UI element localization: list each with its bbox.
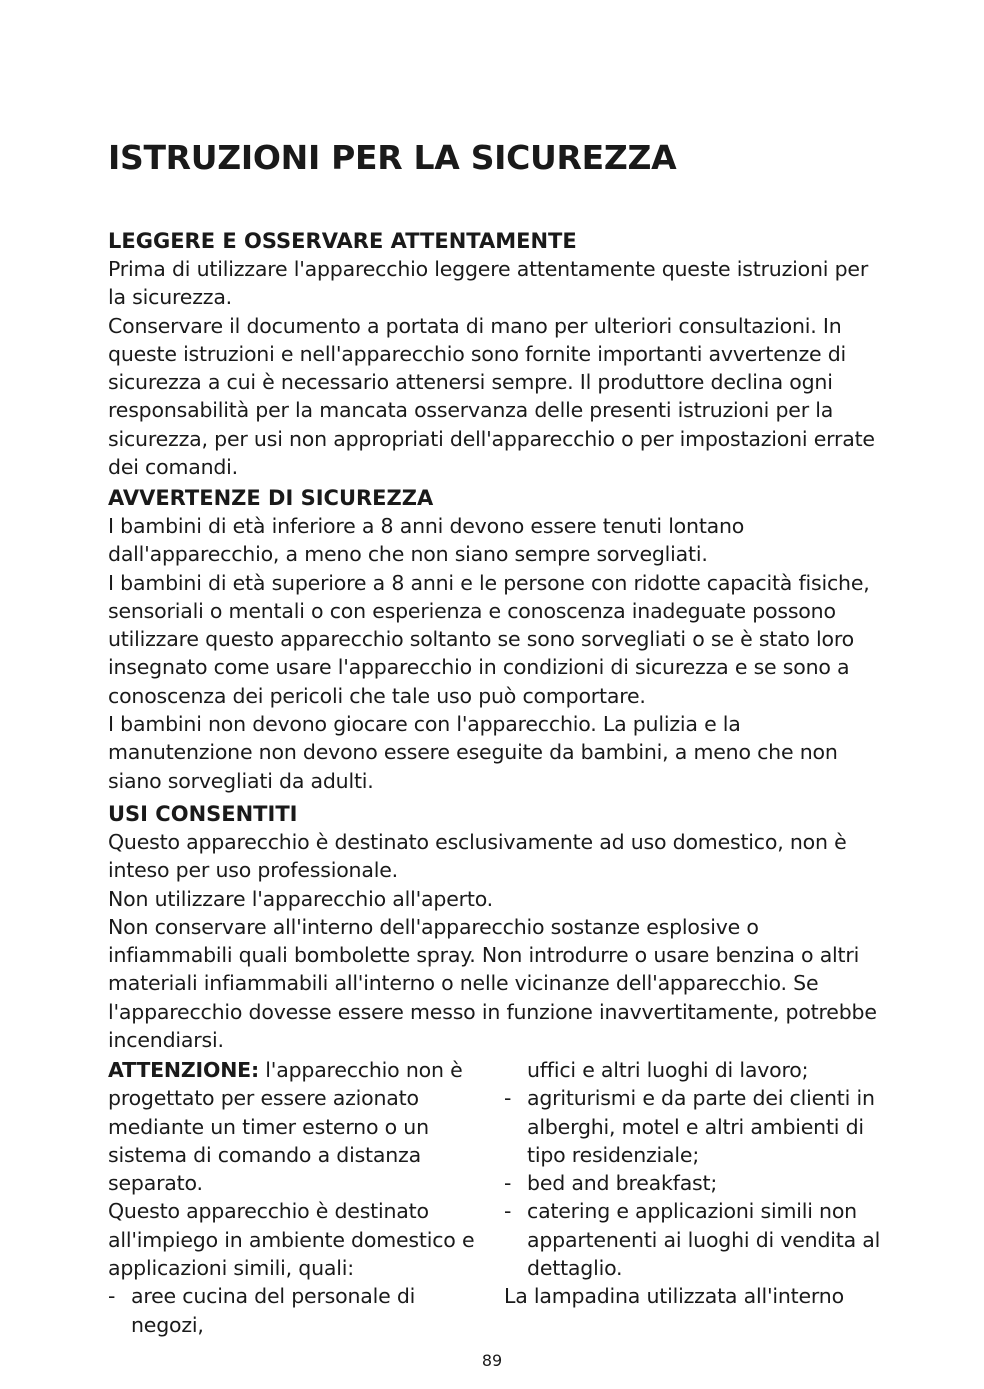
page-number: 89 xyxy=(481,1351,503,1370)
section-heading: LEGGERE E OSSERVARE ATTENTAMENTE xyxy=(108,229,577,253)
section-heading: USI CONSENTITI xyxy=(108,802,298,826)
list-item-text: catering e applicazioni simili non appartenenti ai luoghi di vendita al dettaglio. xyxy=(527,1199,881,1281)
dash-bullet: - xyxy=(504,1086,512,1111)
list-item xyxy=(504,1197,884,1282)
section-permitted-uses xyxy=(108,800,878,1054)
paragraph: Conservare il documento a portata di mano per ulteriori consultazioni. In queste istruzioni e nell'apparecchio sono fornite importanti avvertenze di sicurezza a cui è necessario attenersi sempre. Il produttore declina ogni responsabilità per la mancata osservanza delle presenti istruzioni per la sicurezza, per usi non appropriati dell'apparecchio o per impostazioni errate dei comandi. xyxy=(108,313,875,480)
attention-paragraph xyxy=(108,1056,478,1197)
dash-bullet: - xyxy=(108,1284,116,1309)
paragraph: Questo apparecchio è destinato esclusivamente ad uso domestico, non è inteso per uso professionale. xyxy=(108,830,847,883)
trailing-text: La lampadina utilizzata all'interno xyxy=(504,1284,844,1309)
list-item xyxy=(108,1282,478,1339)
paragraph: I bambini non devono giocare con l'apparecchio. La pulizia e la manutenzione non devono essere eseguite da bambini, a meno che non siano sorvegliati da adulti. xyxy=(108,712,838,793)
list-item xyxy=(504,1084,884,1169)
left-column xyxy=(108,1056,478,1339)
attention-label: ATTENZIONE: xyxy=(108,1058,259,1082)
right-column xyxy=(504,1056,884,1311)
dash-bullet: - xyxy=(504,1171,512,1196)
paragraph: I bambini di età inferiore a 8 anni devono essere tenuti lontano dall'apparecchio, a meno che non siano sempre sorvegliati. xyxy=(108,514,745,567)
section-heading: AVVERTENZE DI SICUREZZA xyxy=(108,486,434,510)
paragraph: Prima di utilizzare l'apparecchio leggere attentamente queste istruzioni per la sicurezza. xyxy=(108,257,869,310)
list-item-continuation: uffici e altri luoghi di lavoro; xyxy=(527,1058,809,1082)
paragraph: Non conservare all'interno dell'apparecchio sostanze esplosive o infiammabili quali bombolette spray. Non introdurre o usare benzina o altri materiali infiammabili all'interno o nelle vicinanze dell'apparecchio. Se l'apparecchio dovesse essere messo in funzione inavvertitamente, potrebbe incendiarsi. xyxy=(108,914,877,1053)
list-item-text: agriturismi e da parte dei clienti in alberghi, motel e altri ambienti di tipo residenziale; xyxy=(527,1086,875,1167)
list-item xyxy=(504,1169,884,1197)
usage-intro: Questo apparecchio è destinato all'impiego in ambiente domestico e applicazioni simili, quali: xyxy=(108,1199,475,1281)
paragraph: I bambini di età superiore a 8 anni e le persone con ridotte capacità fisiche, sensoriali o mentali o con esperienza e conoscenza inadeguate possono utilizzare questo apparecchio soltanto se sono sorvegliati o se è stato loro insegnato come usare l'apparecchio in condizioni di sicurezza e se sono a conoscenza dei pericoli che tale uso può comportare. xyxy=(108,570,870,708)
attention-text: l'apparecchio non è progettato per essere azionato mediante un timer esterno o un sistema di comando a distanza separato. xyxy=(108,1058,463,1196)
list-item-text: aree cucina del personale di negozi, xyxy=(131,1284,416,1337)
paragraph: Non utilizzare l'apparecchio all'aperto. xyxy=(108,886,493,911)
page-title: ISTRUZIONI PER LA SICUREZZA xyxy=(108,138,677,177)
section-read-carefully xyxy=(108,227,878,481)
dash-bullet: - xyxy=(504,1199,512,1224)
list-item-text: bed and breakfast; xyxy=(527,1171,718,1196)
section-safety-warnings xyxy=(108,484,878,795)
